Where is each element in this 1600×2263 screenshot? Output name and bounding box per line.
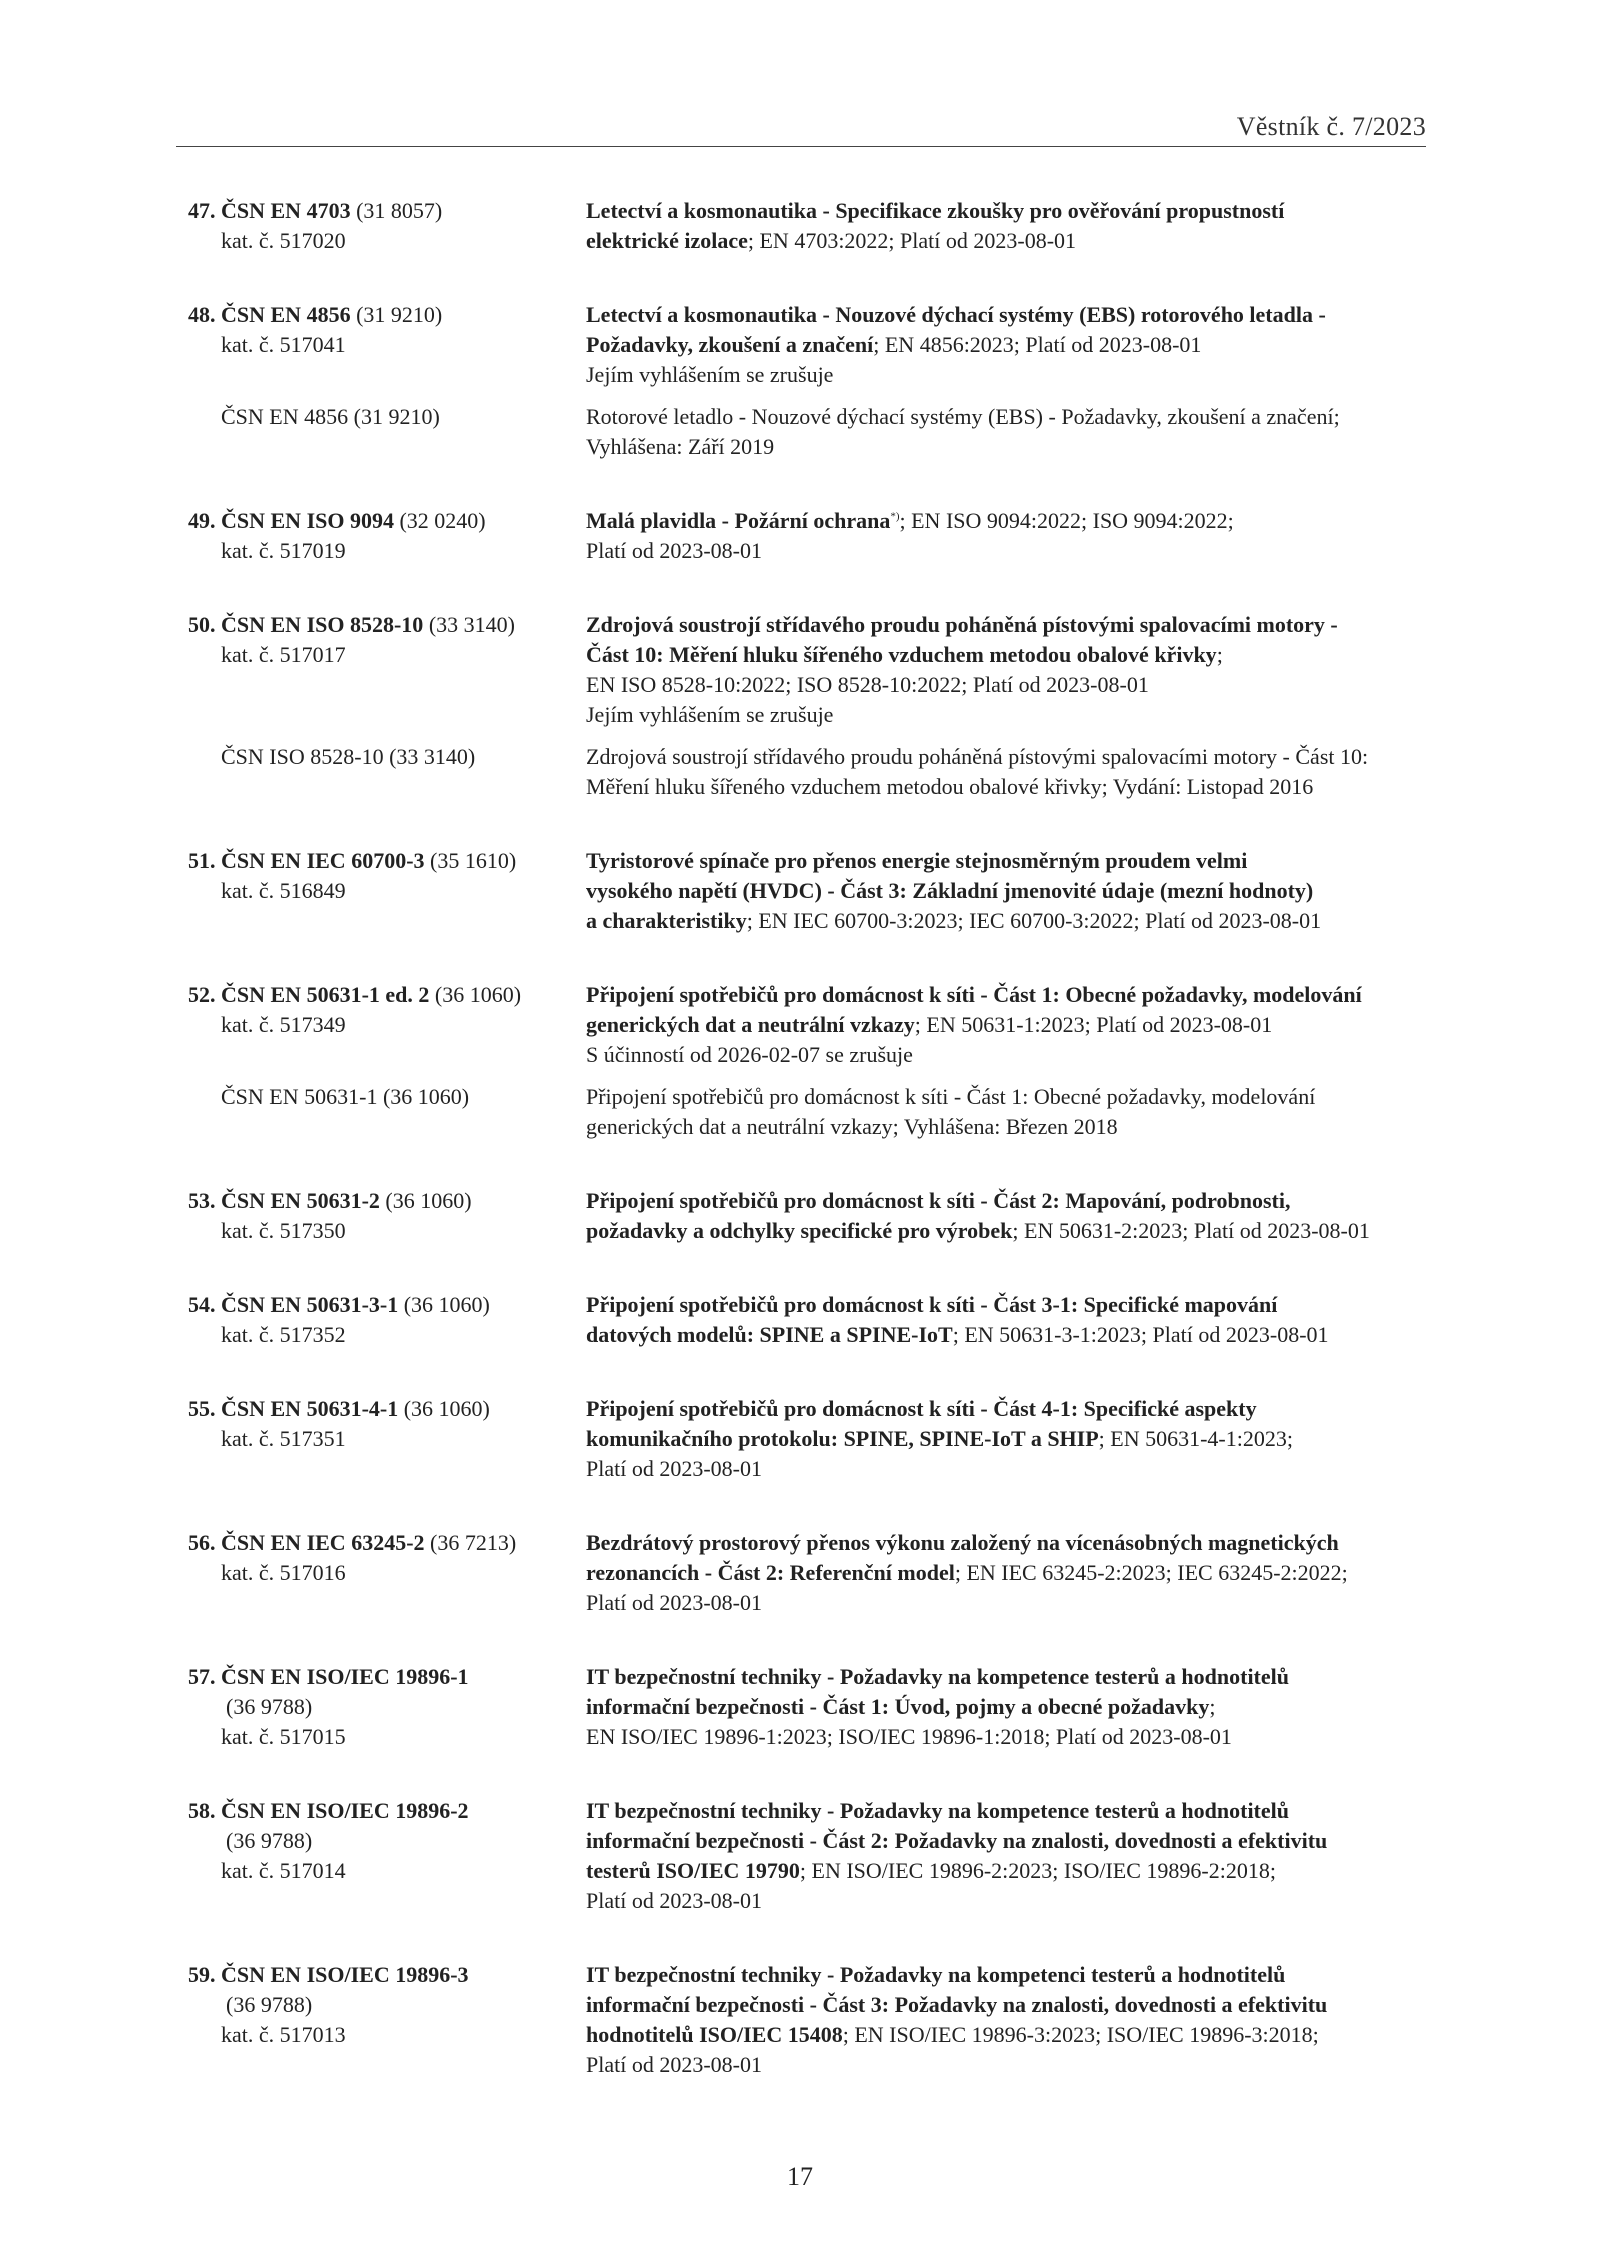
standard-entry-52 [188, 980, 1428, 1142]
class-number: (36 1060) [385, 1188, 472, 1213]
standard-entry-54 [188, 1290, 1428, 1350]
replaced-standard: ČSN EN 50631-1 (36 1060) Připojení spotřebičů pro domácnost k síti - Část 1: Obecné požadavky, modelování generických dat a neutrální vzkazy; Vyhlášena: Březen 2018 [188, 1082, 1428, 1142]
page-number: 17 [787, 2162, 813, 2191]
standard-title: Zdrojová soustrojí střídavého proudu poháněná pístovými spalovacími motory - Část 10: Měření hluku šířeného vzduchem metodou obalové křivky; EN ISO 8528-10:2022; ISO 8528-10:2022; Platí od 2023-08-01 Jejím vyhlášením se zrušuje [586, 612, 1338, 727]
entry-number: 59. [188, 1962, 216, 1987]
entry-number: 52. [188, 982, 216, 1007]
entry-number: 53. [188, 1188, 216, 1213]
standard-code: ČSN EN 50631-3-1 [221, 1292, 399, 1317]
standard-title: Připojení spotřebičů pro domácnost k síti - Část 2: Mapování, podrobnosti, požadavky a odchylky specifické pro výrobek; EN 50631-2:2023; Platí od 2023-08-01 [586, 1188, 1370, 1243]
page-header [176, 112, 1426, 147]
catalog-number: kat. č. 517015 [221, 1724, 346, 1749]
standard-code: ČSN EN 4856 [221, 302, 351, 327]
replaced-code: ČSN ISO 8528-10 (33 3140) [221, 744, 476, 769]
standard-title: IT bezpečnostní techniky - Požadavky na kompetence testerů a hodnotitelů informační bezpečnosti - Část 1: Úvod, pojmy a obecné požadavky; EN ISO/IEC 19896-1:2023; ISO/IEC 19896-1:2018; Platí od 2023-08-01 [586, 1664, 1289, 1749]
standard-entry-49 [188, 506, 1428, 566]
entry-number: 48. [188, 302, 216, 327]
entry-number: 54. [188, 1292, 216, 1317]
footnote-marker: *) [890, 510, 900, 523]
class-number: (36 9788) [226, 1694, 313, 1719]
class-number: (36 7213) [430, 1530, 517, 1555]
catalog-number: kat. č. 517041 [221, 332, 346, 357]
catalog-number: kat. č. 517016 [221, 1560, 346, 1585]
class-number: (36 1060) [434, 982, 522, 1007]
standard-code: ČSN EN 50631-4-1 [221, 1396, 399, 1421]
catalog-number: kat. č. 517350 [221, 1218, 346, 1243]
standard-code: ČSN EN IEC 63245-2 [221, 1530, 425, 1555]
standard-title: Připojení spotřebičů pro domácnost k síti - Část 1: Obecné požadavky, modelování generických dat a neutrální vzkazy; EN 50631-1:2023; Platí od 2023-08-01 S účinností od 2026-02-07 se zrušuje [586, 982, 1362, 1067]
standard-code: ČSN EN ISO/IEC 19896-1 [221, 1664, 469, 1689]
catalog-number: kat. č. 517014 [221, 1858, 346, 1883]
class-number: (36 9788) [226, 1992, 313, 2017]
class-number: (35 1610) [430, 848, 517, 873]
standard-title: Připojení spotřebičů pro domácnost k síti - Část 4-1: Specifické aspekty komunikačního protokolu: SPINE, SPINE-IoT a SHIP; EN 50631-4-1:2023; Platí od 2023-08-01 [586, 1396, 1293, 1481]
replaced-code: ČSN EN 4856 (31 9210) [221, 404, 440, 429]
catalog-number: kat. č. 517349 [221, 1012, 346, 1037]
standard-title: Připojení spotřebičů pro domácnost k síti - Část 3-1: Specifické mapování datových modelů: SPINE a SPINE-IoT; EN 50631-3-1:2023; Platí od 2023-08-01 [586, 1292, 1329, 1347]
entry-number: 56. [188, 1530, 216, 1555]
class-number: (36 1060) [403, 1292, 490, 1317]
entry-number: 55. [188, 1396, 216, 1421]
entry-number: 49. [188, 508, 216, 533]
catalog-number: kat. č. 517352 [221, 1322, 346, 1347]
standard-code: ČSN EN ISO 9094 [221, 508, 394, 533]
catalog-number: kat. č. 517019 [221, 538, 346, 563]
replaced-code: ČSN EN 50631-1 (36 1060) [221, 1084, 470, 1109]
standard-title: IT bezpečnostní techniky - Požadavky na kompetenci testerů a hodnotitelů informační bezpečnosti - Část 3: Požadavky na znalosti, dovednosti a efektivitu hodnotitelů ISO/IEC 15408; EN ISO/IEC 19896-3:2023; ISO/IEC 19896-3:2018; Platí od 2023-08-01 [586, 1962, 1328, 2077]
catalog-number: kat. č. 517013 [221, 2022, 346, 2047]
standard-code: ČSN EN ISO 8528-10 [221, 612, 424, 637]
catalog-number: kat. č. 517017 [221, 642, 346, 667]
catalog-number: kat. č. 517351 [221, 1426, 346, 1451]
header-title: Věstník č. 7/2023 [1236, 112, 1426, 141]
standard-code: ČSN EN 50631-1 ed. 2 [221, 982, 430, 1007]
standard-title: Tyristorové spínače pro přenos energie stejnosměrným proudem velmi vysokého napětí (HVDC) - Část 3: Základní jmenovité údaje (mezní hodnoty) a charakteristiky; EN IEC 60700-3:2023; IEC 60700-3:2022; Platí od 2023-08-01 [586, 848, 1322, 933]
standard-code: ČSN EN 4703 [221, 198, 351, 223]
entry-number: 51. [188, 848, 216, 873]
class-number: (32 0240) [399, 508, 486, 533]
standard-title: Malá plavidla - Požární ochrana*); EN ISO 9094:2022; ISO 9094:2022; Platí od 2023-08-01 [586, 508, 1234, 563]
standard-entry-55 [188, 1394, 1428, 1484]
standard-title: Bezdrátový prostorový přenos výkonu založený na vícenásobných magnetických rezonancích - Část 2: Referenční model; EN IEC 63245-2:2023; IEC 63245-2:2022; Platí od 2023-08-01 [586, 1530, 1348, 1615]
entry-number: 47. [188, 198, 216, 223]
standard-code: ČSN EN IEC 60700-3 [221, 848, 425, 873]
class-number: (36 9788) [226, 1828, 313, 1853]
standard-entry-51 [188, 846, 1428, 936]
standard-entry-47 [188, 196, 1428, 256]
class-number: (31 9210) [356, 302, 443, 327]
standard-code: ČSN EN 50631-2 [221, 1188, 380, 1213]
replaced-standard: ČSN EN 4856 (31 9210) Rotorové letadlo - Nouzové dýchací systémy (EBS) - Požadavky, zkoušení a značení; Vyhlášena: Září 2019 [188, 402, 1428, 462]
standard-title: Letectví a kosmonautika - Nouzové dýchací systémy (EBS) rotorového letadla - Požadavky, zkoušení a značení; EN 4856:2023; Platí od 2023-08-01 Jejím vyhlášením se zrušuje [586, 302, 1326, 387]
class-number: (33 3140) [428, 612, 515, 637]
class-number: (36 1060) [403, 1396, 490, 1421]
standard-entry-50 [188, 610, 1428, 802]
entry-number: 57. [188, 1664, 216, 1689]
standard-entry-56 [188, 1528, 1428, 1618]
standard-entry-53 [188, 1186, 1428, 1246]
catalog-number: kat. č. 517020 [221, 228, 346, 253]
standard-code: ČSN EN ISO/IEC 19896-3 [221, 1962, 469, 1987]
standard-entry-59 [188, 1960, 1428, 2080]
withdrawal-note: Jejím vyhlášením se zrušuje [586, 702, 834, 727]
standard-title: Letectví a kosmonautika - Specifikace zkoušky pro ověřování propustností elektrické izolace; EN 4703:2022; Platí od 2023-08-01 [586, 198, 1285, 253]
standard-entry-48 [188, 300, 1428, 462]
standard-title: IT bezpečnostní techniky - Požadavky na kompetence testerů a hodnotitelů informační bezpečnosti - Část 2: Požadavky na znalosti, dovednosti a efektivitu testerů ISO/IEC 19790; EN ISO/IEC 19896-2:2023; ISO/IEC 19896-2:2018; Platí od 2023-08-01 [586, 1798, 1328, 1913]
entry-number: 58. [188, 1798, 216, 1823]
withdrawal-note: S účinností od 2026-02-07 se zrušuje [586, 1042, 913, 1067]
standard-code: ČSN EN ISO/IEC 19896-2 [221, 1798, 469, 1823]
catalog-number: kat. č. 516849 [221, 878, 346, 903]
standard-entry-57 [188, 1662, 1428, 1752]
withdrawal-note: Jejím vyhlášením se zrušuje [586, 362, 834, 387]
standards-list [188, 196, 1428, 2124]
entry-number: 50. [188, 612, 216, 637]
replaced-standard: ČSN ISO 8528-10 (33 3140) Zdrojová soustrojí střídavého proudu poháněná pístovými spalovacími motory - Část 10: Měření hluku šířeného vzduchem metodou obalové křivky; Vydání: Listopad 2016 [188, 742, 1428, 802]
standard-entry-58 [188, 1796, 1428, 1916]
class-number: (31 8057) [356, 198, 443, 223]
